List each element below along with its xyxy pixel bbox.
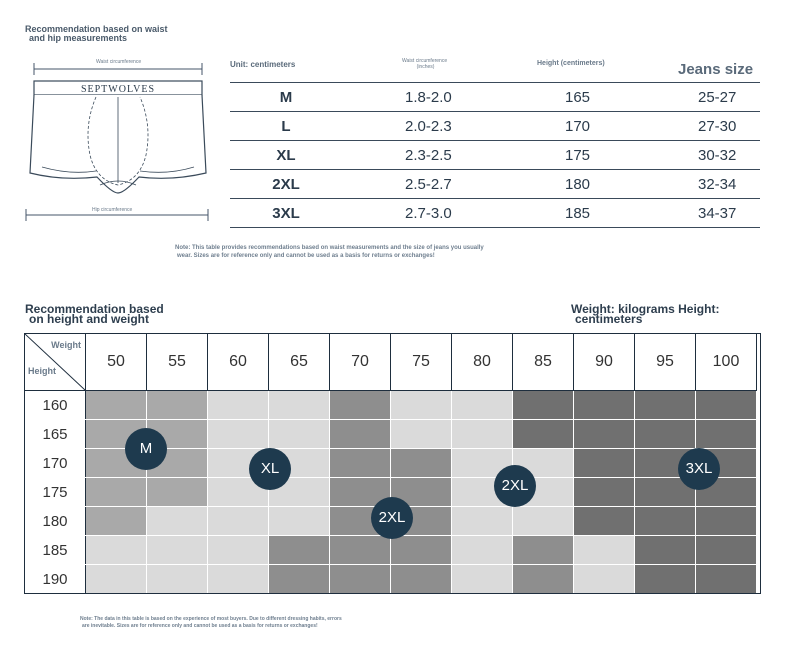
- height-cell: 170: [565, 118, 591, 135]
- size-badge: 2XL: [494, 465, 536, 507]
- underwear-diagram: [22, 55, 212, 230]
- size-zone-cell: [635, 420, 696, 449]
- height-label-cell: 175: [25, 478, 86, 507]
- height-cell: 175: [565, 147, 591, 164]
- underwear-icon: [22, 55, 212, 230]
- size-zone-cell: [86, 536, 147, 565]
- size-cell: 3XL: [272, 205, 300, 222]
- size-zone-cell: [269, 507, 330, 536]
- size-cell: L: [281, 118, 291, 135]
- waist-label: Waist circumference: [96, 59, 142, 65]
- weight-header-cell: 70: [330, 334, 391, 391]
- weight-header-cell: 65: [269, 334, 330, 391]
- waist-title-line1: Recommendation based on waist: [25, 24, 168, 34]
- brand-label: SEPTWOLVES: [80, 84, 156, 95]
- jeans-cell: 25-27: [698, 89, 737, 106]
- size-zone-cell: [330, 420, 391, 449]
- grid-title-line2: on height and weight: [29, 312, 149, 326]
- height-row: [25, 565, 757, 594]
- corner-cell: [25, 334, 86, 391]
- unit-label: Unit: centimeters: [230, 60, 296, 69]
- size-note-line2: wear. Sizes are for reference only and cannot be used as a basis for returns or exchanges!: [177, 253, 435, 259]
- size-row: [230, 112, 760, 141]
- height-label-cell: 180: [25, 507, 86, 536]
- waist-cell: 2.5-2.7: [405, 176, 452, 193]
- grid-units: [571, 304, 719, 324]
- grid-title-line1: Recommendation based: [25, 302, 164, 316]
- height-cell: 165: [565, 89, 591, 106]
- size-zone-cell: [574, 507, 635, 536]
- size-zone-cell: [452, 507, 513, 536]
- size-zone-cell: [635, 391, 696, 420]
- size-zone-cell: [330, 565, 391, 594]
- height-header: Height (centimeters): [537, 60, 605, 67]
- waist-header-line2: (inches): [416, 64, 435, 70]
- size-zone-cell: [330, 449, 391, 478]
- size-zone-cell: [208, 507, 269, 536]
- jeans-cell: 27-30: [698, 118, 737, 135]
- size-zone-cell: [330, 536, 391, 565]
- size-zone-cell: [86, 507, 147, 536]
- size-zone-cell: [574, 478, 635, 507]
- size-zone-cell: [574, 420, 635, 449]
- size-badge: 3XL: [678, 448, 720, 490]
- grid-note-line2: are inevitable. Sizes are for reference only and cannot be used as a basis for returns or exchanges!: [82, 623, 318, 629]
- height-row: [25, 536, 757, 565]
- size-cell: 2XL: [272, 176, 300, 193]
- size-cell: M: [279, 89, 293, 106]
- size-zone-cell: [513, 565, 574, 594]
- size-zone-cell: [635, 507, 696, 536]
- size-zone-cell: [696, 391, 757, 420]
- height-cell: 180: [565, 176, 591, 193]
- size-zone-cell: [208, 391, 269, 420]
- size-zone-cell: [147, 391, 208, 420]
- waist-header-line1: Waist circumference: [402, 58, 448, 64]
- waist-cell: 2.7-3.0: [405, 205, 452, 222]
- size-zone-cell: [269, 565, 330, 594]
- grid-units-line1: Weight: kilograms Height:: [571, 302, 720, 316]
- size-zone-cell: [391, 536, 452, 565]
- weight-header-cell: 90: [574, 334, 635, 391]
- jeans-cell: 32-34: [698, 176, 737, 193]
- size-zone-cell: [452, 565, 513, 594]
- size-zone-cell: [696, 565, 757, 594]
- size-zone-cell: [452, 420, 513, 449]
- height-label-cell: 185: [25, 536, 86, 565]
- size-zone-cell: [269, 536, 330, 565]
- height-label-cell: 170: [25, 449, 86, 478]
- grid-title: [25, 304, 164, 324]
- size-row: [230, 83, 760, 112]
- jeans-cell: 34-37: [698, 205, 737, 222]
- size-zone-cell: [452, 391, 513, 420]
- size-zone-cell: [513, 420, 574, 449]
- size-zone-cell: [513, 507, 574, 536]
- weight-header-cell: 85: [513, 334, 574, 391]
- size-zone-cell: [86, 565, 147, 594]
- grid-note: [80, 616, 342, 630]
- size-zone-cell: [635, 565, 696, 594]
- size-zone-cell: [513, 391, 574, 420]
- corner-height-label: Height: [28, 366, 56, 376]
- size-row: [230, 141, 760, 170]
- size-badge: M: [125, 428, 167, 470]
- size-zone-cell: [269, 420, 330, 449]
- size-zone-cell: [574, 449, 635, 478]
- size-row: [230, 199, 760, 228]
- size-zone-cell: [147, 536, 208, 565]
- waist-cell: 1.8-2.0: [405, 89, 452, 106]
- size-zone-cell: [574, 565, 635, 594]
- size-cell: XL: [276, 147, 296, 164]
- corner-weight-label: Weight: [51, 340, 81, 350]
- size-zone-cell: [513, 536, 574, 565]
- hip-label: Hip circumference: [92, 207, 133, 213]
- weight-header-row: [25, 334, 757, 391]
- jeans-cell: 30-32: [698, 147, 737, 164]
- height-label-cell: 165: [25, 420, 86, 449]
- waist-cell: 2.3-2.5: [405, 147, 452, 164]
- size-zone-cell: [269, 391, 330, 420]
- weight-header-cell: 100: [696, 334, 757, 391]
- height-label-cell: 160: [25, 391, 86, 420]
- grid-note-line1: Note: The data in this table is based on the experience of most buyers. Due to different dressing habits, errors: [80, 616, 342, 622]
- height-cell: 185: [565, 205, 591, 222]
- weight-header-cell: 75: [391, 334, 452, 391]
- size-table-header: [230, 54, 760, 83]
- size-zone-cell: [574, 391, 635, 420]
- size-badge: XL: [249, 448, 291, 490]
- size-zone-cell: [208, 536, 269, 565]
- size-zone-cell: [208, 565, 269, 594]
- size-zone-cell: [452, 536, 513, 565]
- height-row: [25, 391, 757, 420]
- size-zone-cell: [391, 420, 452, 449]
- size-zone-cell: [147, 507, 208, 536]
- weight-header-cell: 95: [635, 334, 696, 391]
- height-label-cell: 190: [25, 565, 86, 594]
- weight-header-cell: 55: [147, 334, 208, 391]
- size-zone-cell: [86, 391, 147, 420]
- size-zone-cell: [696, 507, 757, 536]
- size-zone-cell: [574, 536, 635, 565]
- grid-units-line2: centimeters: [575, 312, 643, 326]
- weight-header-cell: 50: [86, 334, 147, 391]
- weight-header-cell: 60: [208, 334, 269, 391]
- weight-header-cell: 80: [452, 334, 513, 391]
- size-zone-cell: [696, 536, 757, 565]
- jeans-header: Jeans size: [678, 61, 754, 78]
- size-row: [230, 170, 760, 199]
- size-zone-cell: [391, 449, 452, 478]
- waist-title-line2: and hip measurements: [29, 33, 128, 43]
- size-zone-cell: [330, 391, 391, 420]
- size-note-line1: Note: This table provides recommendations based on waist measurements and the size of jeans you usually: [175, 245, 484, 251]
- size-zone-cell: [391, 565, 452, 594]
- size-zone-cell: [147, 478, 208, 507]
- size-zone-cell: [208, 420, 269, 449]
- size-zone-cell: [86, 478, 147, 507]
- waist-header: [402, 58, 447, 70]
- waist-cell: 2.0-2.3: [405, 118, 452, 135]
- size-zone-cell: [696, 420, 757, 449]
- size-table: [230, 54, 760, 228]
- size-zone-cell: [635, 536, 696, 565]
- size-table-note: [175, 244, 484, 260]
- size-badge: 2XL: [371, 497, 413, 539]
- size-zone-cell: [391, 391, 452, 420]
- size-rows: [230, 83, 760, 228]
- waist-section-title: [25, 25, 168, 43]
- size-zone-cell: [147, 565, 208, 594]
